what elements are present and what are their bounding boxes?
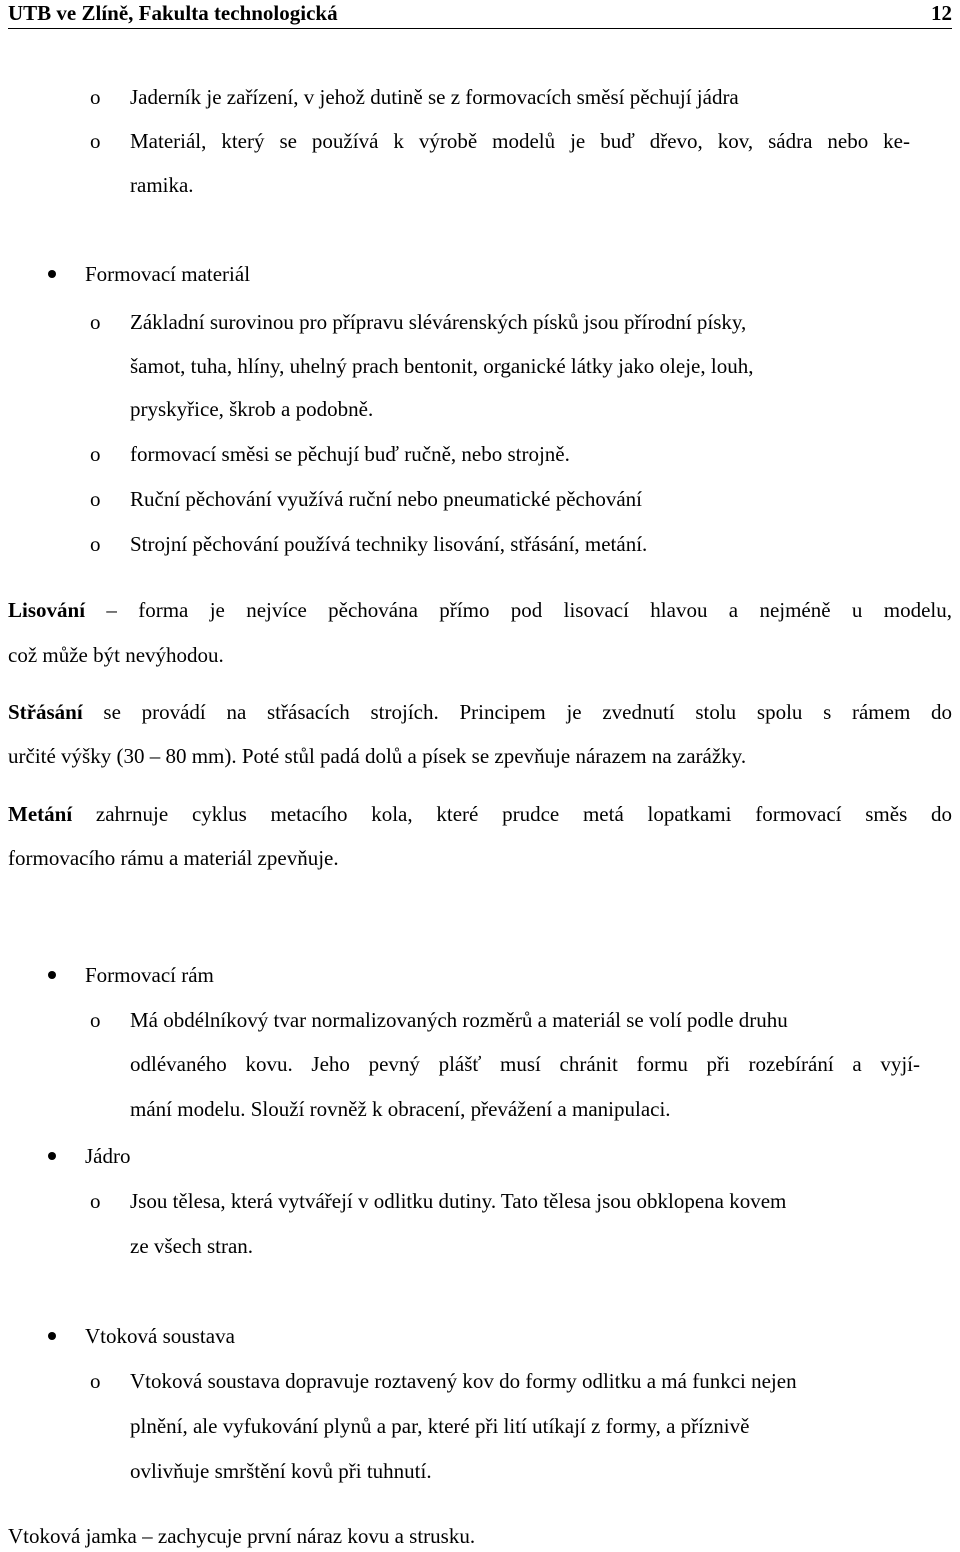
list-item-continuation: ramika. xyxy=(130,173,194,197)
sub-bullet-marker: o xyxy=(90,532,101,556)
term-strasani: Střásání xyxy=(8,700,83,724)
bullet-dot xyxy=(48,270,56,278)
term-lisovani: Lisování xyxy=(8,598,86,622)
paragraph-line: formovacího rámu a materiál zpevňuje. xyxy=(8,846,339,870)
closing-line: Vtoková jamka – zachycuje první náraz kovu a strusku. xyxy=(8,1524,476,1548)
list-item-continuation: šamot, tuha, hlíny, uhelný prach bentonit, organické látky jako oleje, louh, xyxy=(130,354,754,378)
list-item: Jsou tělesa, která vytvářejí v odlitku dutiny. Tato tělesa jsou obklopena kovem xyxy=(130,1189,787,1213)
sub-bullet-marker: o xyxy=(90,487,101,511)
list-item-continuation: mání modelu. Slouží rovněž k obracení, převážení a manipulaci. xyxy=(130,1097,671,1121)
list-item: Strojní pěchování používá techniky lisování, střásání, metání. xyxy=(130,532,648,556)
list-item: Vtoková soustava dopravuje roztavený kov do formy odlitku a má funkci nejen xyxy=(130,1369,797,1393)
list-item-continuation: odlévaného kovu. Jeho pevný plášť musí chránit formu při rozebírání a vyjí- xyxy=(130,1052,920,1076)
section-title: Vtoková soustava xyxy=(85,1324,235,1348)
section-title: Jádro xyxy=(85,1144,131,1168)
list-item: Materiál, který se používá k výrobě modelů je buď dřevo, kov, sádra nebo ke- xyxy=(130,129,910,153)
list-item-continuation: plnění, ale vyfukování plynů a par, které při lití utíkají z formy, a příznivě xyxy=(130,1414,750,1438)
list-item-continuation: ze všech stran. xyxy=(130,1234,254,1258)
paragraph-strasani: Střásání se provádí na střásacích strojích. Principem je zvednutí stolu spolu s rámem do xyxy=(8,700,953,724)
list-item: Jaderník je zařízení, v jehož dutině se z formovacích směsí pěchují jádra xyxy=(130,85,739,109)
bullet-dot xyxy=(48,971,56,979)
sub-bullet-marker: o xyxy=(90,129,101,153)
list-item: Má obdélníkový tvar normalizovaných rozměrů a materiál se volí podle druhu xyxy=(130,1008,788,1032)
sub-bullet-marker: o xyxy=(90,310,101,334)
section-title: Formovací rám xyxy=(85,963,214,987)
page-number: 12 xyxy=(931,1,952,25)
paragraph-lisovani: Lisování – forma je nejvíce pěchována přímo pod lisovací hlavou a nejméně u modelu, xyxy=(8,598,952,622)
bullet-dot xyxy=(48,1332,56,1340)
sub-bullet-marker: o xyxy=(90,1189,101,1213)
sub-bullet-marker: o xyxy=(90,1369,101,1393)
term-metani: Metání xyxy=(8,802,73,826)
section-title: Formovací materiál xyxy=(85,262,251,286)
paragraph-line: což může být nevýhodou. xyxy=(8,643,224,667)
list-item-continuation: ovlivňuje smrštění kovů při tuhnutí. xyxy=(130,1459,432,1483)
header-title: UTB ve Zlíně, Fakulta technologická xyxy=(8,1,338,25)
list-item: formovací směsi se pěchují buď ručně, nebo strojně. xyxy=(130,442,570,466)
sub-bullet-marker: o xyxy=(90,1008,101,1032)
bullet-dot xyxy=(48,1152,56,1160)
page-header xyxy=(8,0,952,29)
sub-bullet-marker: o xyxy=(90,442,101,466)
paragraph-metani: Metání zahrnuje cyklus metacího kola, které prudce metá lopatkami formovací směs do xyxy=(8,802,953,826)
list-item-continuation: pryskyřice, škrob a podobně. xyxy=(130,397,374,421)
paragraph-line: určité výšky (30 – 80 mm). Poté stůl padá dolů a písek se zpevňuje nárazem na zarážky. xyxy=(8,744,747,768)
sub-bullet-marker: o xyxy=(90,85,101,109)
list-item: Ruční pěchování využívá ruční nebo pneumatické pěchování xyxy=(130,487,642,511)
list-item: Základní surovinou pro přípravu slévárenských písků jsou přírodní písky, xyxy=(130,310,747,334)
